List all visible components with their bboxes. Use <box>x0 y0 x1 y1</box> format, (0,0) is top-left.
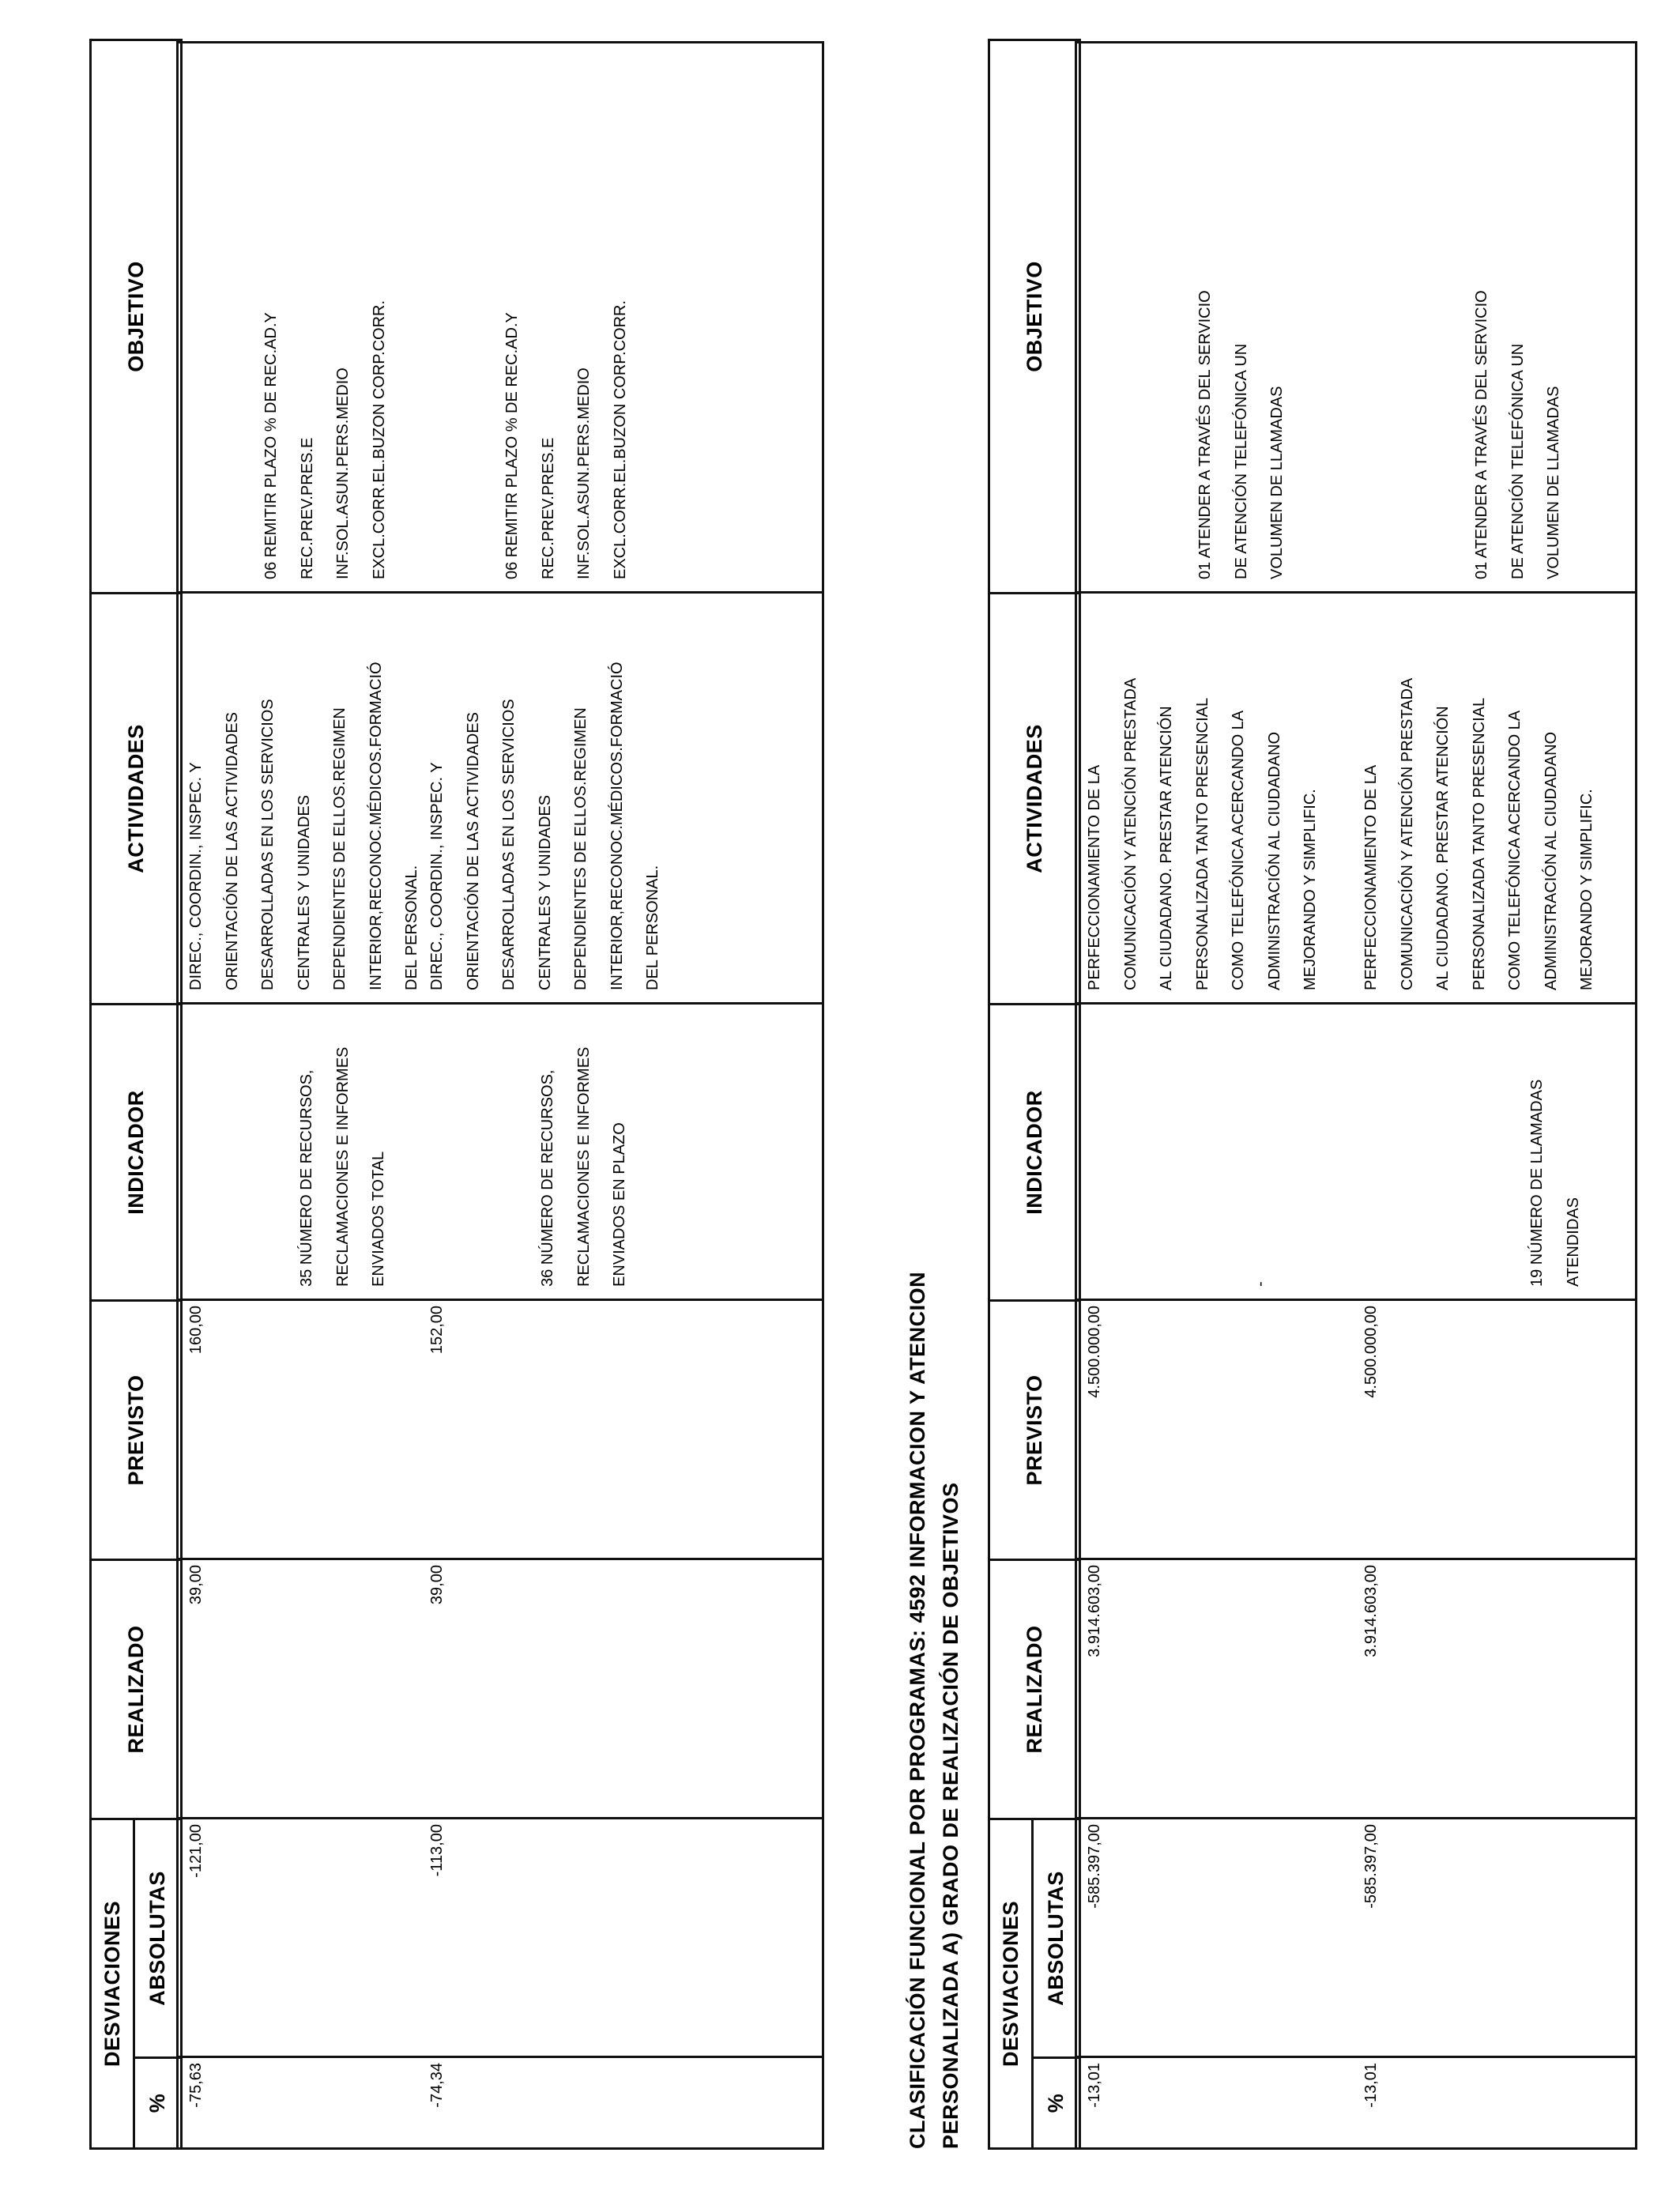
table1-previsto-cell: 152,00 <box>428 1306 446 1355</box>
desviaciones-header: DESVIACIONES <box>91 1819 134 2148</box>
table1-realizado-cell: 39,00 <box>428 1565 446 1605</box>
table2-previsto-cell: 4.500.000,00 <box>1362 1306 1380 1398</box>
column-divider <box>179 591 822 594</box>
actividades-header: ACTIVIDADES <box>91 593 182 1004</box>
header-row <box>989 40 1033 2148</box>
column-divider <box>179 2056 822 2058</box>
table2-indicador-cell: 19 NÚMERO DE LLAMADAS ATENDIDAS <box>1528 1079 1582 1287</box>
table2-previsto-cell: 4.500.000,00 <box>1086 1306 1103 1398</box>
table1-objetivo-cell: 06 REMITIR PLAZO % DE REC.AD.Y REC.PREV.PRES.E INF.SOL.ASUN.PERS.MEDIO EXCL.CORR.EL.BUZON CORP.CORR. <box>503 300 629 579</box>
objectives-table-1 <box>89 39 183 2150</box>
realizado-header: REALIZADO <box>989 1559 1080 1819</box>
table2-realizado-cell: 3.914.603,00 <box>1362 1565 1380 1657</box>
table1-actividades-cell: DIREC., COORDIN., INSPEC. Y ORIENTACIÓN DE LAS ACTIVIDADES DESARROLLADAS EN LOS SERVICIOS CENTRALES Y UNIDADES DEPENDIENTES DE ELLOS.REGIMEN INTERIOR,RECONOC.MÉDICOS.FORMACIÓ DEL PERSONAL. <box>428 662 661 990</box>
table1-actividades-cell: DIREC., COORDIN., INSPEC. Y ORIENTACIÓN DE LAS ACTIVIDADES DESARROLLADAS EN LOS SERVICIOS CENTRALES Y UNIDADES DEPENDIENTES DE ELLOS.REGIMEN INTERIOR,RECONOC.MÉDICOS.FORMACIÓ DEL PERSONAL. <box>187 662 420 990</box>
table1-absolutas-cell: -113,00 <box>428 1824 446 1877</box>
table1-porcentaje-cell: -75,63 <box>187 2063 205 2108</box>
header-row <box>91 40 134 2148</box>
realizado-header: REALIZADO <box>91 1559 182 1819</box>
table2-realizado-cell: 3.914.603,00 <box>1086 1565 1103 1657</box>
table2-porcentaje-cell: -13,01 <box>1362 2063 1380 2108</box>
column-divider <box>179 1558 822 1560</box>
previsto-header: PREVISTO <box>91 1300 182 1559</box>
desviaciones-header: DESVIACIONES <box>989 1819 1033 2148</box>
table1-indicador-cell: 35 NÚMERO DE RECURSOS, RECLAMACIONES E INFORMES ENVIADOS TOTAL <box>298 1046 387 1287</box>
table1-absolutas-cell: -121,00 <box>187 1824 205 1878</box>
table2-actividades-cell: PERFECCIONAMIENTO DE LA COMUNICACIÓN Y ATENCIÓN PRESTADA AL CIUDADANO. PRESTAR ATENCIÓN PERSONALIZADA TANTO PRESENCIAL COMO TELEFÓNICA ACERCANDO LA ADMINISTRACIÓN AL CIUDADANO MEJORANDO Y SIMPLIFIC. <box>1362 677 1595 990</box>
column-divider <box>179 1299 822 1301</box>
table2-absolutas-cell: -585.397,00 <box>1362 1824 1380 1909</box>
objetivo-header: OBJETIVO <box>989 40 1080 593</box>
section-title-line-1: CLASIFICACIÓN FUNCIONAL POR PROGRAMAS: 4592 INFORMACION Y ATENCION <box>906 1271 929 2149</box>
table1-objetivo-cell: 06 REMITIR PLAZO % DE REC.AD.Y REC.PREV.PRES.E INF.SOL.ASUN.PERS.MEDIO EXCL.CORR.EL.BUZON CORP.CORR. <box>262 300 388 579</box>
table2-indicador-cell: - <box>1252 1281 1269 1287</box>
porcentaje-header: % <box>1033 2058 1080 2149</box>
table2-objetivo-cell: 01 ATENDER A TRAVÉS DEL SERVICIO DE ATENCIÓN TELEFÓNICA UN VOLUMEN DE LLAMADAS <box>1473 290 1562 579</box>
objetivo-header: OBJETIVO <box>91 40 182 593</box>
table1-body <box>176 41 824 2150</box>
column-divider <box>1077 591 1635 594</box>
objectives-table-2 <box>988 39 1081 2150</box>
table1-porcentaje-cell: -74,34 <box>428 2063 446 2108</box>
table1-indicador-cell: 36 NÚMERO DE RECURSOS, RECLAMACIONES E INFORMES ENVIADOS EN PLAZO <box>539 1046 628 1287</box>
table2-actividades-cell: PERFECCIONAMIENTO DE LA COMUNICACIÓN Y ATENCIÓN PRESTADA AL CIUDADANO. PRESTAR ATENCIÓN PERSONALIZADA TANTO PRESENCIAL COMO TELEFÓNICA ACERCANDO LA ADMINISTRACIÓN AL CIUDADANO MEJORANDO Y SIMPLIFIC. <box>1086 677 1319 990</box>
indicador-header: INDICADOR <box>91 1004 182 1300</box>
table1-previsto-cell: 160,00 <box>187 1306 205 1355</box>
absolutas-header: ABSOLUTAS <box>1033 1819 1080 2057</box>
table2-porcentaje-cell: -13,01 <box>1086 2063 1103 2108</box>
column-divider <box>1077 1002 1635 1005</box>
section-title-line-2: PERSONALIZADA A) GRADO DE REALIZACIÓN DE OBJETIVOS <box>939 1482 962 2149</box>
column-divider <box>179 1002 822 1005</box>
porcentaje-header: % <box>134 2058 182 2149</box>
column-divider <box>179 1817 822 1819</box>
previsto-header: PREVISTO <box>989 1300 1080 1559</box>
indicador-header: INDICADOR <box>989 1004 1080 1300</box>
absolutas-header: ABSOLUTAS <box>134 1819 182 2057</box>
table1-realizado-cell: 39,00 <box>187 1565 205 1605</box>
table2-objetivo-cell: 01 ATENDER A TRAVÉS DEL SERVICIO DE ATENCIÓN TELEFÓNICA UN VOLUMEN DE LLAMADAS <box>1196 290 1286 579</box>
actividades-header: ACTIVIDADES <box>989 593 1080 1004</box>
table2-absolutas-cell: -585.397,00 <box>1086 1824 1103 1909</box>
section-title <box>901 94 967 2149</box>
table2-body <box>1075 41 1637 2150</box>
